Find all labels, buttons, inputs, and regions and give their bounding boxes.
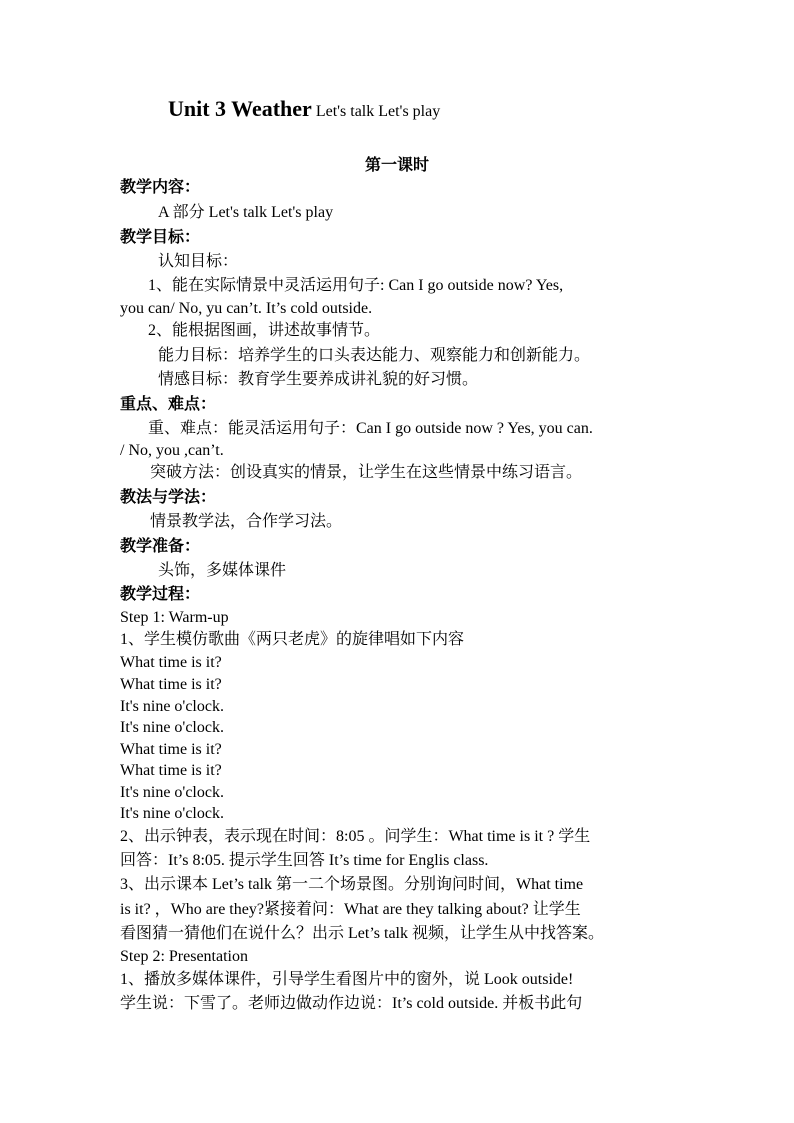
song-line: What time is it? [120,676,222,693]
text-line: is it? ，Who are they?紧接着问：What are they talking about? 让学生 [120,901,581,918]
text-line: 头饰，多媒体课件 [158,562,287,579]
heading-key-points: 重点、难点： [120,396,217,413]
song-line: It's nine o'clock. [120,784,224,801]
text-line: 3、出示课本 Let’s talk 第一二个场景图。分别询问时间，What time [120,876,584,893]
title-main: Unit 3 Weather [168,96,312,121]
text-line: 情景教学法，合作学习法。 [150,513,343,530]
lesson-heading: 第一课时 [364,157,429,174]
heading-methods: 教法与学法： [120,489,217,506]
text-line: 重、难点：能灵活运用句子：Can I go outside now ? Yes, you can. [148,420,593,437]
text-line: 回答：It’s 8:05. 提示学生回答 It’s time for Englis class. [120,852,489,869]
text-line: / No, you ,can’t. [120,442,224,459]
heading-process: 教学过程： [120,586,201,603]
text-line: 1、播放多媒体课件，引导学生看图片中的窗外，说 Look outside! [120,971,574,988]
title-sub: Let's talk Let's play [315,103,441,120]
song-line: It's nine o'clock. [120,719,224,736]
heading-preparation: 教学准备： [120,538,201,555]
song-line: It's nine o'clock. [120,805,224,822]
text-line: 1、学生模仿歌曲《两只老虎》的旋律唱如下内容 [120,631,465,648]
step-heading: Step 1: Warm-up [120,609,229,626]
heading-content: 教学内容： [120,179,201,196]
text-line: 突破方法：创设真实的情景，让学生在这些情景中练习语言。 [150,464,583,481]
song-line: What time is it? [120,741,222,758]
text-line: 2、能根据图画，讲述故事情节。 [148,322,381,339]
song-line: What time is it? [120,762,222,779]
text-line: A 部分 Let's talk Let's play [158,204,334,221]
heading-objectives: 教学目标： [120,229,201,246]
text-line: 认知目标： [158,253,239,270]
text-line: 学生说：下雪了。老师边做动作边说：It’s cold outside. 并板书此句 [120,995,583,1012]
text-line: 看图猜一猜他们在说什么？出示 Let’s talk 视频，让学生从中找答案。 [120,925,604,942]
step-heading: Step 2: Presentation [120,948,248,965]
song-line: What time is it? [120,654,222,671]
song-line: It's nine o'clock. [120,698,224,715]
text-line: 2、出示钟表，表示现在时间：8:05 。问学生：What time is it ? 学生 [120,828,591,845]
text-line: you can/ No, yu can’t. It’s cold outside. [120,300,373,317]
text-line: 能力目标：培养学生的口头表达能力、观察能力和创新能力。 [158,347,591,364]
document-title [168,96,440,122]
text-line: 情感目标：教育学生要养成讲礼貌的好习惯。 [158,371,479,388]
text-line: 1、能在实际情景中灵活运用句子: Can I go outside now? Yes, [148,277,564,294]
